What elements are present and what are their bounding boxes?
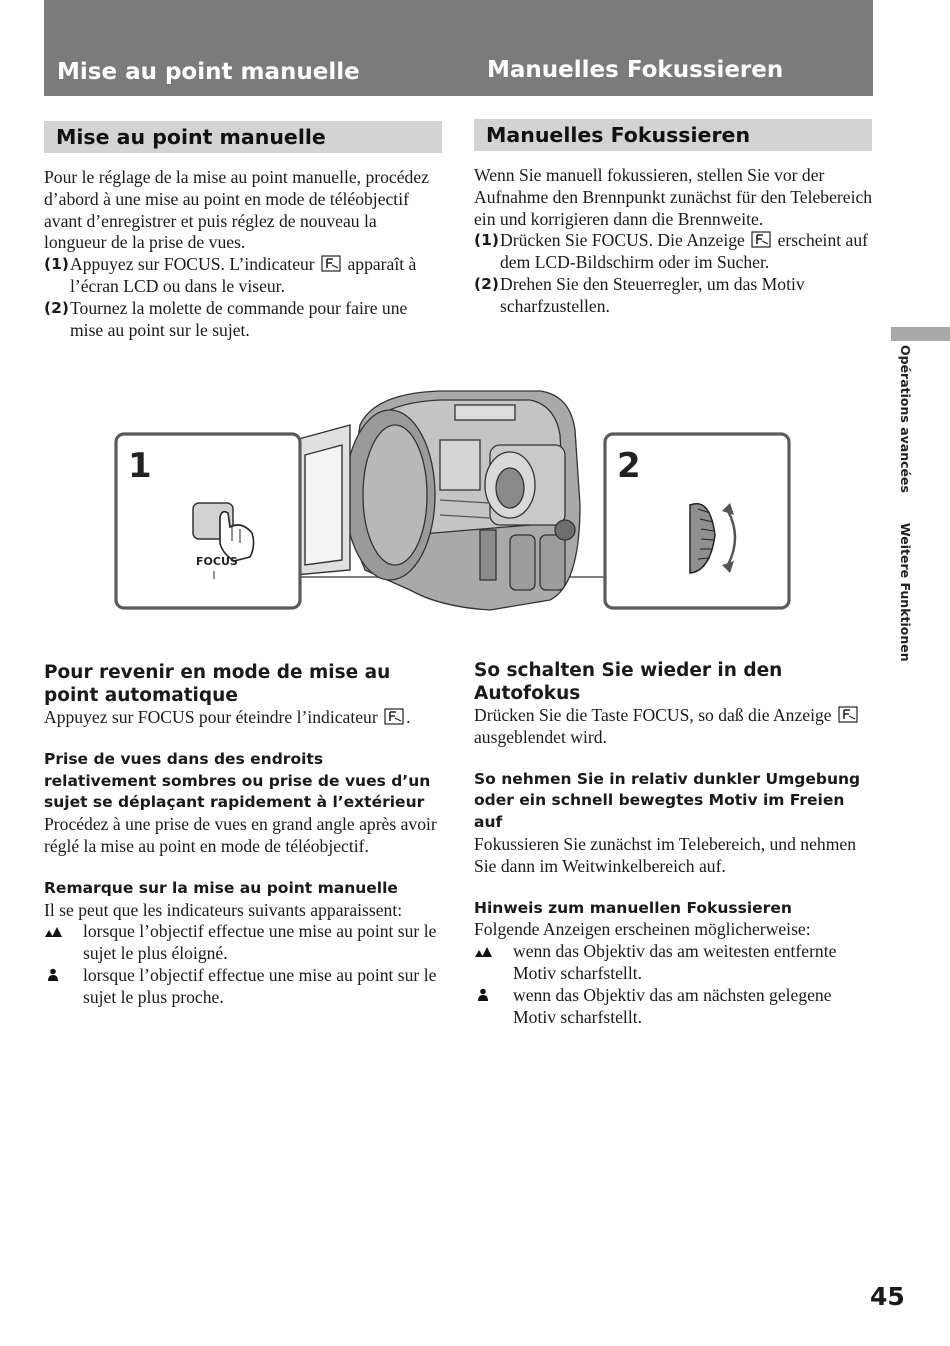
callout-box-2 bbox=[605, 434, 789, 608]
de-dark-text: Fokussieren Sie zunächst im Telebereich, und nehmen Sie dann im Weitwinkelbereich auf. bbox=[474, 833, 856, 876]
fr-auto-text bbox=[44, 707, 439, 729]
fr-step-2-text: Tournez la molette de commande pour faire une mise au point sur le sujet. bbox=[70, 297, 408, 340]
de-step-1-text-after: erscheint auf dem LCD-Bildschirm oder im Sucher. bbox=[500, 230, 868, 273]
fr-note-heading: Remarque sur la mise au point manuelle bbox=[44, 878, 398, 897]
far-focus-icon bbox=[474, 944, 494, 958]
fr-indicator-far-text: lorsque l’objectif effectue une mise au point sur le sujet le plus éloigné. bbox=[83, 921, 437, 964]
fr-step-2-number: (2) bbox=[44, 298, 69, 317]
manual-focus-icon bbox=[838, 706, 858, 723]
fr-intro-text: Pour le réglage de la mise au point manuelle, procédez d’abord à une mise au point en mode de téléobjectif avant d’enregistrer et puis réglez de nouveau la longueur de la prise de vues. bbox=[44, 167, 429, 253]
de-step-2-number: (2) bbox=[474, 274, 499, 293]
de-intro-text: Wenn Sie manuell fokussieren, stellen Sie vor der Aufnahme den Brennpunkt zunächst für den Telebereich ein und korrigieren dann die Brennweite. bbox=[474, 165, 873, 229]
fr-step-1-text-after: apparaît à l’écran LCD ou dans le viseur. bbox=[70, 254, 417, 296]
de-indicator-near bbox=[474, 985, 874, 1029]
de-notes-column bbox=[474, 660, 874, 1028]
fr-indicator-near-text: lorsque l’objectif effectue une mise au point sur le sujet le plus proche. bbox=[83, 964, 437, 1007]
fr-auto-text-before: Appuyez sur FOCUS pour éteindre l’indicateur bbox=[44, 707, 378, 727]
lcd-panel-drawing bbox=[295, 425, 350, 575]
de-auto-text-before: Drücken Sie die Taste FOCUS, so daß die Anzeige bbox=[474, 705, 832, 725]
de-step-1-text-before: Drücken Sie FOCUS. Die Anzeige bbox=[500, 230, 745, 251]
fr-step-1-number: (1) bbox=[44, 255, 69, 274]
de-step-1-number: (1) bbox=[474, 231, 499, 250]
callout-box-1 bbox=[116, 434, 300, 608]
fr-auto-text-after: . bbox=[406, 707, 411, 727]
near-focus-icon bbox=[474, 988, 494, 1002]
fr-indicator-far bbox=[44, 921, 439, 965]
fr-intro-column bbox=[44, 167, 439, 341]
manual-focus-icon bbox=[751, 231, 771, 248]
de-indicator-far-text: wenn das Objektiv das am weitesten entfernte Motiv scharfstellt. bbox=[513, 941, 837, 983]
fr-step-1 bbox=[44, 254, 439, 298]
de-step-2-text: Drehen Sie den Steuerregler, um das Motiv scharfzustellen. bbox=[500, 273, 805, 316]
section-title-de: Manuelles Fokussieren bbox=[474, 119, 872, 151]
de-auto-heading: So schalten Sie wieder in den Autofokus bbox=[474, 660, 783, 704]
callout-1-number: 1 bbox=[128, 446, 152, 486]
de-step-2 bbox=[474, 274, 874, 318]
de-auto-text bbox=[474, 705, 874, 749]
de-auto-text-after: ausgeblendet wird. bbox=[474, 726, 607, 747]
callout-2-number: 2 bbox=[617, 446, 641, 486]
de-dark-heading: So nehmen Sie in relativ dunkler Umgebung oder ein schnell bewegtes Motiv im Freien auf bbox=[474, 769, 861, 832]
fr-note-intro: Il se peut que les indicateurs suivants apparaissent: bbox=[44, 899, 403, 920]
fr-auto-heading: Pour revenir en mode de mise au point automatique bbox=[44, 662, 391, 706]
de-note-heading: Hinweis zum manuellen Fokussieren bbox=[474, 898, 792, 917]
side-tab-marker bbox=[891, 327, 950, 341]
side-tab-label-fr: Opérations avancées bbox=[898, 345, 913, 493]
fr-indicator-near bbox=[44, 965, 439, 1009]
near-focus-icon bbox=[44, 968, 64, 982]
manual-focus-icon bbox=[384, 708, 404, 725]
fr-step-2 bbox=[44, 298, 439, 342]
fr-dark-text: Procédez à une prise de vues en grand angle après avoir réglé la mise au point en mode de téléobjectif. bbox=[44, 814, 437, 856]
page-number: 45 bbox=[870, 1282, 905, 1311]
side-tab-label-de: Weitere Funktionen bbox=[898, 522, 913, 662]
section-title-fr: Mise au point manuelle bbox=[44, 121, 442, 153]
fr-step-1-text-before: Appuyez sur FOCUS. L’indicateur bbox=[70, 254, 315, 275]
fr-dark-heading: Prise de vues dans des endroits relativement sombres ou prise de vues d’un sujet se déplaçant rapidement à l’extérieur bbox=[44, 749, 431, 812]
camcorder-drawing bbox=[345, 391, 580, 610]
far-focus-icon bbox=[44, 924, 64, 938]
de-intro-column bbox=[474, 165, 874, 318]
camcorder-illustration bbox=[110, 385, 810, 615]
focus-button-label: FOCUS bbox=[196, 555, 238, 568]
manual-focus-icon bbox=[321, 255, 341, 272]
fr-notes-column bbox=[44, 662, 439, 1009]
de-indicator-near-text: wenn das Objektiv das am nächsten gelegene Motiv scharfstellt. bbox=[513, 984, 832, 1027]
de-note-intro: Folgende Anzeigen erscheinen möglicherweise: bbox=[474, 919, 811, 940]
de-indicator-far bbox=[474, 941, 874, 985]
header-title-de: Manuelles Fokussieren bbox=[487, 57, 784, 83]
side-tab-label bbox=[889, 345, 913, 695]
header-title-fr: Mise au point manuelle bbox=[57, 59, 360, 85]
de-step-1 bbox=[474, 230, 874, 274]
